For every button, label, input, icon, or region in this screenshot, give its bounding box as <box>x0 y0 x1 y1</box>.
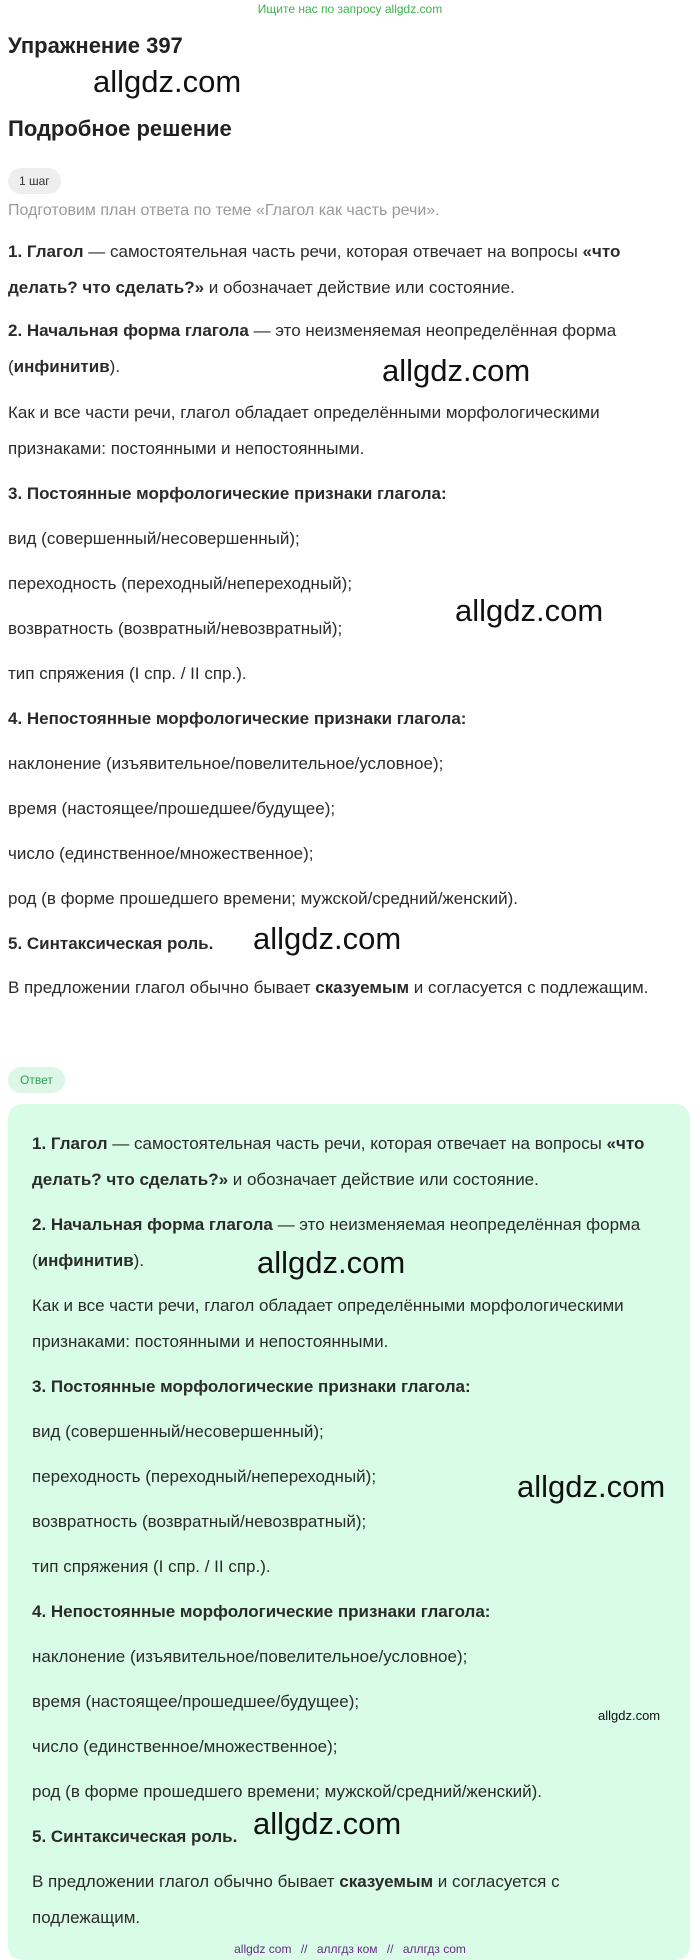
list-item: наклонение (изъявительное/повелительное/условное); <box>8 754 444 773</box>
watermark: allgdz.com <box>253 921 402 956</box>
list-item: время (настоящее/прошедшее/будущее); <box>8 799 336 818</box>
paragraph-verb-definition: 1. Глагол — самостоятельная часть речи, которая отвечает на вопросы «что делать? что сделать?» и обозначает действие или состояние. <box>8 242 621 297</box>
heading-constant-features: 3. Постоянные морфологические признаки глагола: <box>8 484 447 503</box>
watermark: allgdz.com <box>253 1806 402 1841</box>
watermark: allgdz.com <box>455 593 604 628</box>
heading-syntactic-role: 5. Синтаксическая роль. <box>32 1827 238 1846</box>
list-item: переходность (переходный/непереходный); <box>32 1467 377 1486</box>
footer-link[interactable]: allgdz com <box>234 1942 292 1956</box>
list-item: вид (совершенный/несовершенный); <box>32 1422 324 1441</box>
footer-separator: // <box>386 1942 394 1956</box>
section-title: Подробное решение <box>8 116 232 141</box>
footer-link[interactable]: аллгдз ком <box>316 1942 378 1956</box>
top-banner[interactable]: Ищите нас по запросу allgdz.com <box>257 2 443 16</box>
heading-constant-features: 3. Постоянные морфологические признаки глагола: <box>32 1377 471 1396</box>
footer-links <box>0 1942 700 1956</box>
footer-link[interactable]: аллгдз com <box>402 1942 466 1956</box>
paragraph-features: Как и все части речи, глагол обладает определёнными морфологическими признаками: постоянными и непостоянными. <box>8 403 600 458</box>
paragraph-syntactic-role: В предложении глагол обычно бывает сказуемым и согласуется с подлежащим. <box>8 978 649 997</box>
paragraph-features: Как и все части речи, глагол обладает определёнными морфологическими признаками: постоянными и непостоянными. <box>32 1296 624 1351</box>
list-item: число (единственное/множественное); <box>32 1737 338 1756</box>
watermark: allgdz.com <box>382 353 531 388</box>
list-item: возвратность (возвратный/невозвратный); <box>32 1512 367 1531</box>
list-item: тип спряжения (I спр. / II спр.). <box>8 664 247 683</box>
watermark: allgdz.com <box>257 1245 406 1280</box>
watermark: allgdz.com <box>93 64 242 99</box>
answer-badge: Ответ <box>8 1067 65 1093</box>
list-item: вид (совершенный/несовершенный); <box>8 529 300 548</box>
footer-separator: // <box>300 1942 308 1956</box>
heading-syntactic-role: 5. Синтаксическая роль. <box>8 934 214 953</box>
list-item: тип спряжения (I спр. / II спр.). <box>32 1557 271 1576</box>
watermark: allgdz.com <box>598 1708 661 1723</box>
step-badge: 1 шаг <box>8 168 61 194</box>
heading-variable-features: 4. Непостоянные морфологические признаки глагола: <box>8 709 467 728</box>
term-infinitive: инфинитив <box>13 357 110 376</box>
paragraph-verb-definition: 1. Глагол — самостоятельная часть речи, которая отвечает на вопросы «что делать? что сделать?» и обозначает действие или состояние. <box>32 1134 645 1189</box>
list-item: число (единственное/множественное); <box>8 844 314 863</box>
paragraph-syntactic-role: В предложении глагол обычно бывает сказуемым и согласуется с подлежащим. <box>32 1872 560 1927</box>
page-title: Упражнение 397 <box>8 33 183 58</box>
watermark: allgdz.com <box>517 1469 666 1504</box>
list-item: время (настоящее/прошедшее/будущее); <box>32 1692 360 1711</box>
verb-questions: «что делать? что сделать?» <box>8 242 621 297</box>
paragraph-initial-form: 2. Начальная форма глагола — это неизменяемая неопределённая форма (инфинитив). <box>32 1215 641 1270</box>
term-initial-form: 2. Начальная форма глагола <box>8 321 249 340</box>
list-item: возвратность (возвратный/невозвратный); <box>8 619 343 638</box>
paragraph-initial-form: 2. Начальная форма глагола — это неизменяемая неопределённая форма (инфинитив). <box>8 321 617 376</box>
list-item: наклонение (изъявительное/повелительное/условное); <box>32 1647 468 1666</box>
term-predicate: сказуемым <box>315 978 410 997</box>
list-item: переходность (переходный/непереходный); <box>8 574 353 593</box>
list-item: род (в форме прошедшего времени; мужской/средний/женский). <box>8 889 518 908</box>
term-verb: 1. Глагол <box>8 242 84 261</box>
list-item: род (в форме прошедшего времени; мужской/средний/женский). <box>32 1782 542 1801</box>
intro-text: Подготовим план ответа по теме «Глагол как часть речи». <box>8 202 440 219</box>
heading-variable-features: 4. Непостоянные морфологические признаки глагола: <box>32 1602 491 1621</box>
